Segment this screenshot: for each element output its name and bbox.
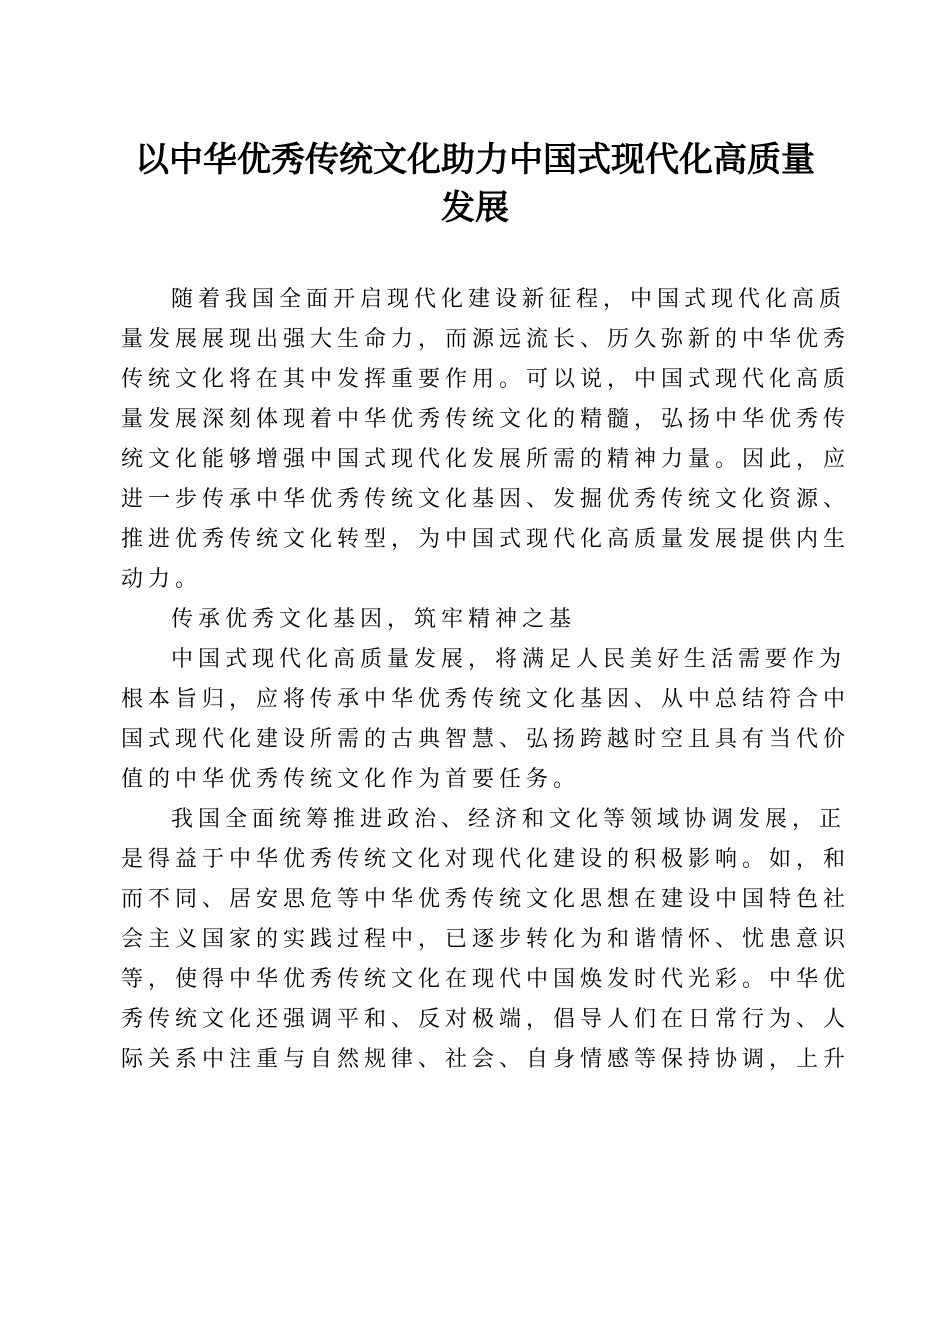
text-line: 推进优秀传统文化转型，为中国式现代化高质量发展提供内生 (121, 527, 851, 552)
text-line: 随着我国全面开启现代化建设新征程，中国式现代化高质 (171, 287, 847, 312)
text-line: 秀传统文化还强调平和、反对极端，倡导人们在日常行为、人 (121, 1007, 851, 1032)
section-heading (121, 600, 821, 640)
section-heading-text: 传承优秀文化基因，筑牢精神之基 (171, 607, 577, 632)
text-line: 会主义国家的实践过程中，已逐步转化为和谐情怀、忧患意识 (121, 927, 851, 952)
paragraph-2 (121, 640, 851, 800)
document-title (110, 136, 840, 232)
title-line-2: 发展 (441, 188, 509, 228)
text-line: 我国全面统筹推进政治、经济和文化等领域协调发展，正 (171, 807, 847, 832)
text-line: 而不同、居安思危等中华优秀传统文化思想在建设中国特色社 (121, 887, 851, 912)
text-line: 传统文化将在其中发挥重要作用。可以说，中国式现代化高质 (121, 367, 851, 392)
text-line: 等，使得中华优秀传统文化在现代中国焕发时代光彩。中华优 (121, 967, 851, 992)
text-line: 进一步传承中华优秀传统文化基因、发掘优秀传统文化资源、 (121, 487, 851, 512)
paragraph-intro (121, 280, 851, 600)
text-line: 际关系中注重与自然规律、社会、自身情感等保持协调，上升 (121, 1047, 851, 1072)
text-line: 值的中华优秀传统文化作为首要任务。 (121, 767, 581, 792)
text-line: 是得益于中华优秀传统文化对现代化建设的积极影响。如，和 (121, 847, 851, 872)
document-body (121, 280, 851, 1080)
title-line-1: 以中华优秀传统文化助力中国式现代化高质量 (135, 140, 815, 180)
text-line: 量发展展现出强大生命力，而源远流长、历久弥新的中华优秀 (121, 327, 851, 352)
text-line: 动力。 (121, 567, 203, 592)
text-line: 根本旨归，应将传承中华优秀传统文化基因、从中总结符合中 (121, 687, 851, 712)
paragraph-3 (121, 800, 851, 1080)
text-line: 中国式现代化高质量发展，将满足人民美好生活需要作为 (171, 647, 847, 672)
text-line: 量发展深刻体现着中华优秀传统文化的精髓，弘扬中华优秀传 (121, 407, 851, 432)
text-line: 国式现代化建设所需的古典智慧、弘扬跨越时空且具有当代价 (121, 727, 851, 752)
text-line: 统文化能够增强中国式现代化发展所需的精神力量。因此，应 (121, 447, 851, 472)
